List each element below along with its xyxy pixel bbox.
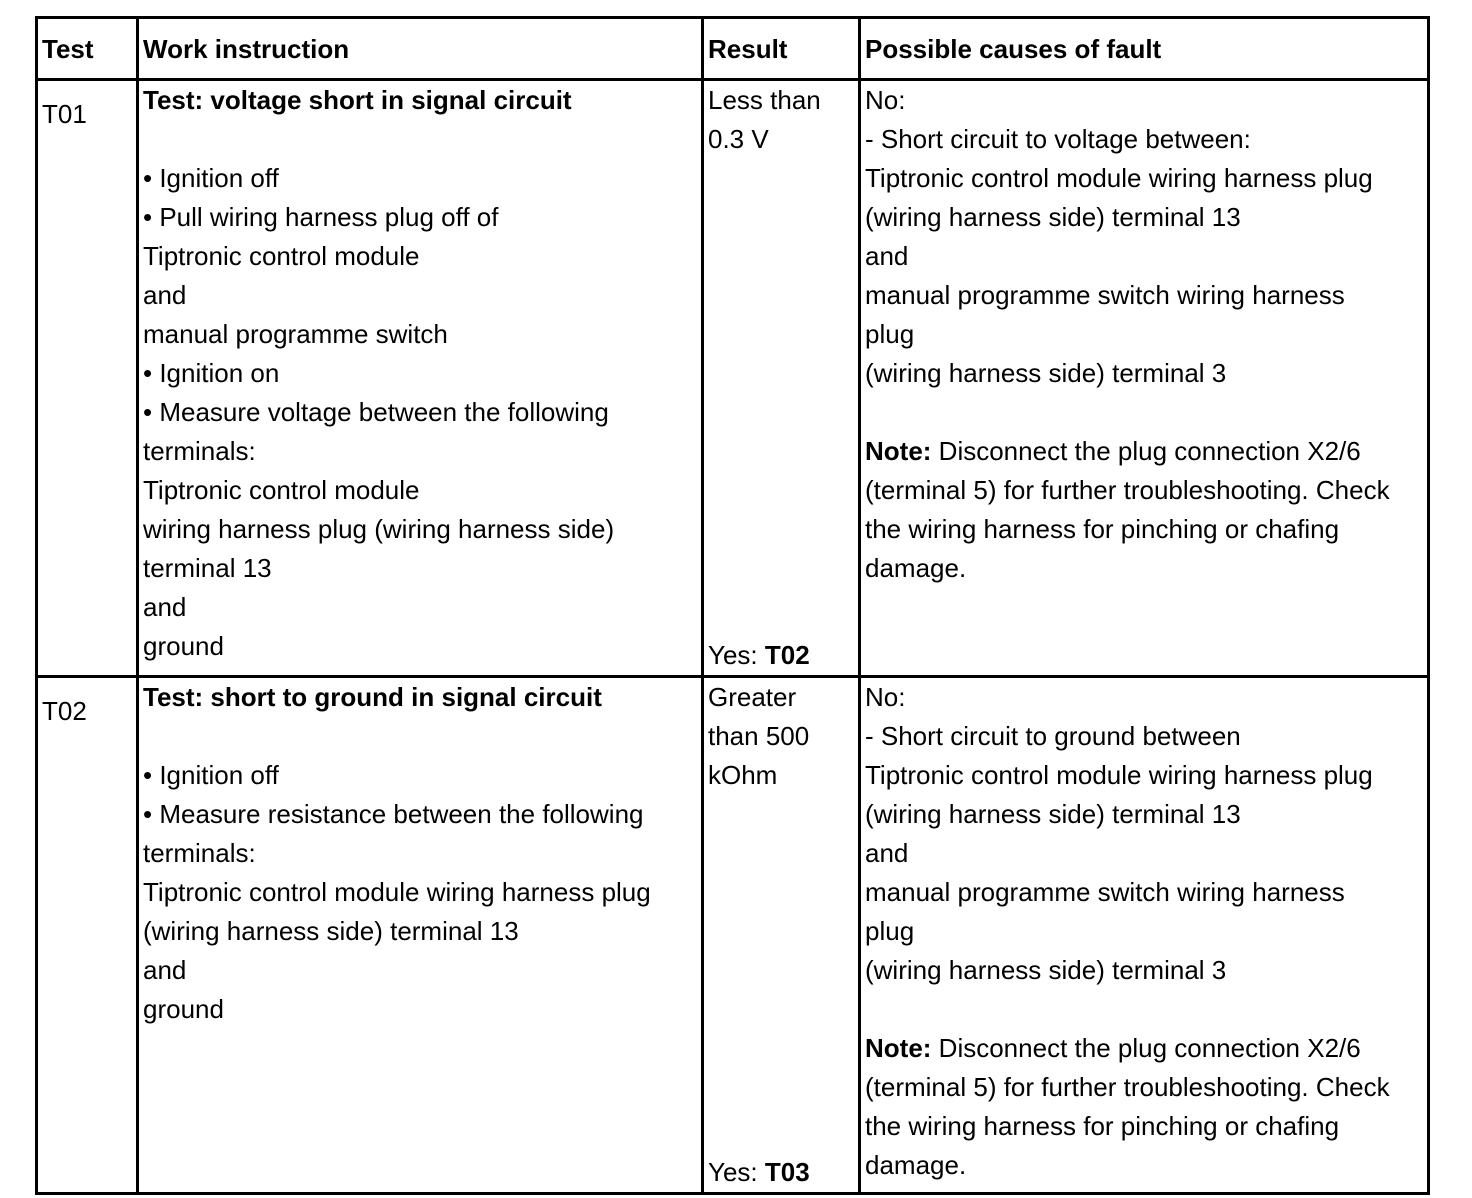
cause-line: and (865, 838, 909, 868)
yes-label: Yes: (708, 640, 758, 670)
work-line: and (143, 955, 187, 985)
result-cell (703, 677, 860, 1194)
cause-line: Tiptronic control module wiring harness plug (865, 760, 1373, 790)
table-row-t01 (37, 80, 1429, 677)
note-line: (terminal 5) for further troubleshooting. Check (865, 475, 1390, 505)
cause-line: No: (865, 85, 906, 115)
work-line: and (143, 280, 187, 310)
header-test: Test (37, 18, 138, 80)
cause-line: plug (865, 916, 915, 946)
work-line: • Measure voltage between the following (143, 397, 609, 427)
cause-line: Tiptronic control module wiring harness plug (865, 163, 1373, 193)
cause-line: (wiring harness side) terminal 3 (865, 955, 1227, 985)
cause-line: - Short circuit to voltage between: (865, 124, 1251, 154)
note-line: damage. (865, 553, 967, 583)
spacer (143, 717, 697, 756)
work-line: and (143, 592, 187, 622)
work-line: • Ignition on (143, 358, 280, 388)
possible-causes-cell (860, 80, 1429, 677)
work-line: terminals: (143, 838, 256, 868)
cause-line: No: (865, 682, 906, 712)
work-line: • Ignition off (143, 760, 279, 790)
result-yes (708, 636, 810, 675)
work-line: Tiptronic control module (143, 241, 420, 271)
work-title: Test: short to ground in signal circuit (143, 682, 602, 712)
header-work-instruction: Work instruction (138, 18, 703, 80)
cause-line: manual programme switch wiring harness (865, 877, 1345, 907)
note-text: Disconnect the plug connection X2/6 (938, 1033, 1361, 1063)
spacer (865, 990, 1423, 1029)
result-line: kOhm (708, 760, 778, 790)
work-instruction-cell (138, 80, 703, 677)
work-line: • Measure resistance between the following (143, 799, 644, 829)
note-line: (terminal 5) for further troubleshooting. Check (865, 1072, 1390, 1102)
result-line: Less than (708, 85, 821, 115)
test-id: T01 (37, 80, 138, 677)
cause-line: plug (865, 319, 915, 349)
note-label: Note: (865, 436, 932, 466)
yes-label: Yes: (708, 1157, 758, 1187)
cause-line: - Short circuit to ground between (865, 721, 1241, 751)
note-line (865, 432, 1423, 471)
work-line: wiring harness plug (wiring harness side) (143, 514, 615, 544)
work-instruction-cell (138, 677, 703, 1194)
table-row-t02 (37, 677, 1429, 1194)
spacer (865, 393, 1423, 432)
test-id: T02 (37, 677, 138, 1194)
header-result: Result (703, 18, 860, 80)
work-line: (wiring harness side) terminal 13 (143, 916, 519, 946)
work-line: Tiptronic control module wiring harness plug (143, 877, 651, 907)
work-line: terminals: (143, 436, 256, 466)
result-cell (703, 80, 860, 677)
cause-line: (wiring harness side) terminal 13 (865, 202, 1241, 232)
work-line: manual programme switch (143, 319, 448, 349)
yes-target: T02 (764, 640, 810, 670)
work-line: ground (143, 631, 224, 661)
cause-line: (wiring harness side) terminal 13 (865, 799, 1241, 829)
work-line: • Ignition off (143, 163, 279, 193)
work-line: • Pull wiring harness plug off of (143, 202, 499, 232)
header-row (37, 18, 1429, 80)
spacer (143, 120, 697, 159)
work-title: Test: voltage short in signal circuit (143, 85, 572, 115)
header-possible-causes: Possible causes of fault (860, 18, 1429, 80)
note-label: Note: (865, 1033, 932, 1063)
possible-causes-cell (860, 677, 1429, 1194)
note-line: damage. (865, 1150, 967, 1180)
note-line (865, 1029, 1423, 1068)
cause-line: manual programme switch wiring harness (865, 280, 1345, 310)
cause-line: (wiring harness side) terminal 3 (865, 358, 1227, 388)
cause-line: and (865, 241, 909, 271)
result-line: than 500 (708, 721, 810, 751)
note-text: Disconnect the plug connection X2/6 (938, 436, 1361, 466)
result-line: Greater (708, 682, 797, 712)
troubleshooting-table (35, 16, 1430, 1195)
result-yes (708, 1153, 810, 1192)
yes-target: T03 (764, 1157, 810, 1187)
note-line: the wiring harness for pinching or chafing (865, 514, 1340, 544)
note-line: the wiring harness for pinching or chafing (865, 1111, 1340, 1141)
work-line: ground (143, 994, 224, 1024)
work-line: Tiptronic control module (143, 475, 420, 505)
work-line: terminal 13 (143, 553, 272, 583)
result-line: 0.3 V (708, 124, 769, 154)
